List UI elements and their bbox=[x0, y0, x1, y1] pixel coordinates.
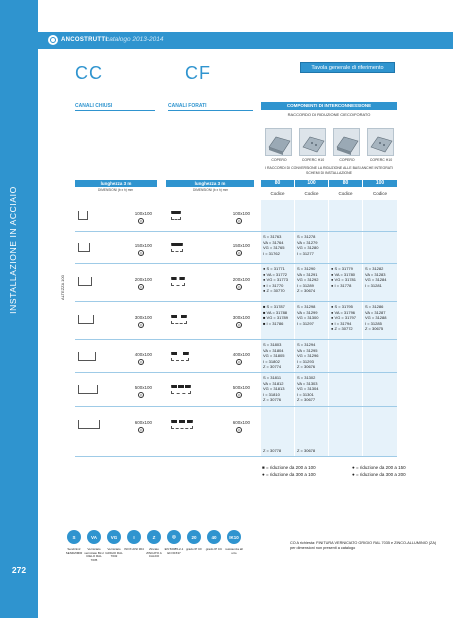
code-entry: S = 31298 bbox=[297, 304, 316, 309]
perforated-channel-profile bbox=[171, 420, 193, 429]
side-bar bbox=[0, 0, 38, 618]
closed-channels-header: CANALI CHIUSI bbox=[75, 103, 113, 109]
code-entry: Z = 30778 bbox=[263, 448, 282, 453]
code-entry: Z = 30674 bbox=[297, 288, 316, 294]
certification-icon: ◎ bbox=[237, 251, 241, 255]
code-entry: VG = 31813 bbox=[263, 386, 285, 392]
certification-icon: ◎ bbox=[237, 323, 241, 327]
table-cell bbox=[329, 340, 362, 372]
code-list bbox=[263, 304, 288, 326]
code-entry: ■ VA = 31788 bbox=[263, 309, 288, 315]
perforated-channel-profile bbox=[171, 211, 181, 220]
dimension-value: 400x100 bbox=[134, 351, 152, 357]
catalog-label: catalogo 2013-2014 bbox=[106, 36, 164, 43]
product-code-right: CF bbox=[185, 63, 211, 83]
dimension-value: 150x100 bbox=[134, 243, 152, 248]
finish-label: grado IP CF bbox=[185, 547, 203, 551]
code-entry: ● I = 31778 bbox=[331, 282, 352, 288]
divider bbox=[168, 110, 253, 111]
certification-icon: ◎ bbox=[139, 393, 143, 397]
dimension-value: 400x100 bbox=[232, 351, 250, 357]
table-cell bbox=[261, 200, 294, 231]
certification-icon: ◎ bbox=[237, 393, 241, 397]
finish-badge: VA bbox=[87, 530, 101, 544]
certification-icon: ◎ bbox=[139, 428, 143, 432]
finish-legend bbox=[67, 530, 241, 544]
code-entry: VA = 31804 bbox=[263, 347, 284, 353]
components-subtitle: RACCORDO DI RIDUZIONE CIECO/FORATO bbox=[287, 112, 371, 117]
code-entry: I = 31810 bbox=[263, 391, 280, 397]
code-entry: VA = 31291 bbox=[297, 271, 318, 277]
certification-icon: ◎ bbox=[237, 428, 241, 432]
certification-icon: ◎ bbox=[237, 359, 241, 364]
perforated-channel-profile bbox=[171, 277, 185, 286]
dimension-header-right: DIMENSIONI (b x h) mm bbox=[193, 188, 229, 192]
code-entry: I = 31289 bbox=[297, 282, 314, 288]
finish-label: INOX AISI 304 bbox=[124, 547, 144, 551]
certification-icon: ◎ bbox=[139, 251, 143, 255]
table-cell bbox=[329, 232, 362, 263]
finish-label: Verniciato verniciato BLU CIELO RAL 7035 bbox=[84, 547, 104, 562]
table-cell bbox=[329, 200, 362, 231]
code-entry: Z = 30678 bbox=[297, 448, 316, 453]
code-entry: ■ I = 31786 bbox=[263, 320, 284, 326]
code-entry: ● S = 31771 bbox=[263, 266, 285, 271]
code-entry: ● VG = 31773 bbox=[263, 277, 288, 283]
code-entry: VA = 31287 bbox=[365, 309, 386, 315]
section-title: INSTALLAZIONE IN ACCIAIO bbox=[8, 186, 18, 314]
code-entry: Z = 30676 bbox=[297, 364, 316, 370]
code-list bbox=[365, 266, 386, 288]
code-entry: Z = 30675 bbox=[365, 326, 384, 332]
code-entry: ● I = 31770 bbox=[263, 282, 284, 288]
certification-icon: ◎ bbox=[139, 323, 143, 327]
perforated-channel-profile bbox=[171, 315, 187, 324]
code-entry: ● S = 31779 bbox=[331, 266, 353, 271]
code-list bbox=[263, 342, 284, 370]
code-entry: ● VA = 31780 bbox=[331, 271, 356, 277]
finish-label: EN 50085-2-1 EN 61537 bbox=[164, 547, 184, 555]
reference-table-button[interactable]: Tavola generale di riferimento bbox=[300, 62, 395, 73]
brand-name: ANCOSTRUTTI bbox=[61, 37, 108, 43]
code-entry: S = 31811 bbox=[263, 375, 282, 380]
code-entry: S = 31294 bbox=[297, 342, 316, 347]
closed-channel-profile bbox=[78, 385, 98, 394]
table-cell bbox=[295, 200, 328, 231]
legend-item: ● = riduzione da 300 a 200 bbox=[352, 472, 406, 477]
reducer-thumbnail bbox=[333, 128, 360, 156]
code-entry: Z = 30774 bbox=[263, 364, 282, 370]
code-list bbox=[331, 304, 356, 332]
length-header-right: lunghezza 3 m bbox=[166, 180, 254, 187]
code-entry: Z = 30776 bbox=[263, 397, 282, 403]
code-list bbox=[297, 266, 318, 294]
code-list bbox=[263, 375, 284, 403]
certification-icon: ◎ bbox=[139, 219, 143, 223]
legend-item: ● = riduzione da 300 a 100 bbox=[262, 472, 316, 477]
code-entry: ● Z = 30770 bbox=[263, 288, 285, 294]
code-list bbox=[297, 234, 318, 256]
code-entry: S = 31286 bbox=[365, 304, 384, 309]
dimension-value: 300x100 bbox=[134, 315, 152, 320]
code-entry: I = 31277 bbox=[297, 250, 314, 256]
code-entry: S = 31278 bbox=[297, 234, 316, 239]
code-entry: ● VA = 31772 bbox=[263, 271, 288, 277]
code-label: Codice bbox=[270, 191, 285, 196]
code-entry: VA = 31295 bbox=[297, 347, 318, 353]
finish-badge: S bbox=[67, 530, 81, 544]
closed-channel-profile bbox=[78, 420, 100, 429]
row-divider bbox=[75, 456, 397, 457]
thumbnail-label: COPERC H10 bbox=[369, 158, 393, 162]
code-entry: S = 31302 bbox=[297, 375, 316, 380]
column-header: 100 bbox=[295, 180, 328, 187]
code-label: Codice bbox=[372, 191, 387, 196]
table-cell bbox=[329, 407, 362, 456]
code-entry: VG = 31296 bbox=[297, 353, 319, 359]
column-header: 80 bbox=[261, 180, 294, 187]
code-entry: I = 31301 bbox=[297, 391, 314, 397]
certification-icon: ◎ bbox=[237, 219, 241, 223]
finish-label: grado IP CC bbox=[205, 547, 223, 551]
brand-logo bbox=[48, 35, 107, 45]
code-list bbox=[297, 304, 318, 326]
closed-channel-profile bbox=[78, 277, 92, 286]
code-entry: VG = 31765 bbox=[263, 245, 285, 251]
legend-item: ■ = riduzione da 200 a 100 bbox=[262, 465, 316, 470]
code-entry: I = 31762 bbox=[263, 250, 280, 256]
code-entry: I = 31281 bbox=[365, 282, 382, 288]
code-list bbox=[331, 266, 356, 288]
table-cell bbox=[363, 340, 397, 372]
dimension-value: 150x100 bbox=[232, 243, 250, 248]
code-entry: I = 31802 bbox=[263, 358, 280, 364]
code-entry: S = 31282 bbox=[365, 266, 384, 271]
closed-channel-profile bbox=[78, 352, 96, 361]
table-cell bbox=[363, 407, 397, 456]
code-entry: ■ VG = 31789 bbox=[263, 315, 288, 321]
reducer-thumbnail bbox=[367, 128, 394, 156]
thumbnail-label: COPERO bbox=[271, 158, 287, 162]
code-entry: I = 31285 bbox=[365, 320, 382, 326]
code-list bbox=[365, 304, 386, 332]
code-entry: VG = 31288 bbox=[365, 315, 387, 321]
closed-channel-profile bbox=[78, 243, 90, 252]
code-entry: Z = 30677 bbox=[297, 397, 316, 403]
perforated-channel-profile bbox=[171, 352, 189, 361]
logo-icon bbox=[48, 35, 58, 45]
finish-label: resistenza all urto bbox=[225, 547, 243, 555]
perforated-channel-profile bbox=[171, 243, 183, 252]
dimension-value: 600x100 bbox=[232, 420, 250, 425]
code-entry: VA = 31303 bbox=[297, 380, 318, 386]
dimension-value: 300x100 bbox=[232, 315, 250, 320]
code-entry: S = 31290 bbox=[297, 266, 316, 271]
closed-channel-profile bbox=[78, 315, 94, 324]
finish-badge: 20 bbox=[187, 530, 201, 544]
dimension-value: 100x100 bbox=[134, 211, 152, 216]
reducer-thumbnail bbox=[299, 128, 326, 156]
code-entry: VG = 31805 bbox=[263, 353, 285, 359]
code-entry: VA = 31812 bbox=[263, 380, 284, 386]
code-entry: S = 31763 bbox=[263, 234, 282, 239]
product-code-left: CC bbox=[75, 63, 103, 83]
dimension-value: 500x100 bbox=[134, 385, 152, 390]
code-entry: ■ S = 31787 bbox=[263, 304, 285, 309]
dimension-value: 500x100 bbox=[232, 385, 250, 390]
finish-badge: VG bbox=[107, 530, 121, 544]
finish-badge: Z bbox=[147, 530, 161, 544]
code-entry: VG = 31300 bbox=[297, 315, 319, 321]
code-entry: I = 31293 bbox=[297, 358, 314, 364]
thumbnail-label: COPERO bbox=[339, 158, 355, 162]
length-header-left: lunghezza 3 m bbox=[75, 180, 157, 187]
finish-badge: I bbox=[127, 530, 141, 544]
components-note: I RACCORDI DI CONVERSIONE LA RIDUZIONE ALLE BASI ANCHE INTEGRATI SCHEMI DI INSTALLAZIONE bbox=[265, 166, 393, 175]
table-cell bbox=[329, 373, 362, 406]
code-entry: VG = 31284 bbox=[365, 277, 387, 283]
finish-badge: 40 bbox=[207, 530, 221, 544]
code-entry: VG = 31292 bbox=[297, 277, 319, 283]
finish-badge: IK10 bbox=[227, 530, 241, 544]
footnote: CO A richiesta: FINITURA VERNICIATO GRIGIO RAL 7035 e ZINCO-ALLUMINIO (ZA) per dimensioni non presenti a catalogo bbox=[290, 541, 437, 550]
thumbnail-label: COPERC H10 bbox=[301, 158, 325, 162]
code-entry: VG = 31280 bbox=[297, 245, 319, 251]
certification-icon: ◎ bbox=[139, 359, 143, 364]
code-entry: VA = 31279 bbox=[297, 239, 318, 245]
reducer-thumbnail bbox=[265, 128, 292, 156]
dimension-value: 200x100 bbox=[232, 277, 250, 282]
dimension-header-left: DIMENSIONI (b x h) mm bbox=[98, 188, 134, 192]
dimension-value: 100x100 bbox=[232, 211, 250, 216]
code-label: Codice bbox=[338, 191, 353, 196]
dimension-value: 200x100 bbox=[134, 277, 152, 282]
code-entry: ● VG = 31781 bbox=[331, 277, 356, 283]
column-header: 100 bbox=[363, 180, 397, 187]
code-entry: ● VA = 31796 bbox=[331, 309, 356, 315]
dimension-value: 600x100 bbox=[134, 420, 152, 425]
certification-icon: ◎ bbox=[167, 530, 181, 544]
legend-right bbox=[352, 464, 406, 478]
code-list bbox=[297, 448, 315, 454]
code-list bbox=[263, 448, 281, 454]
code-entry: ● VG = 31797 bbox=[331, 315, 356, 321]
table-cell bbox=[363, 232, 397, 263]
code-entry: I = 31297 bbox=[297, 320, 314, 326]
code-entry: ● S = 31795 bbox=[331, 304, 353, 309]
code-list bbox=[297, 342, 318, 370]
code-entry: VA = 31299 bbox=[297, 309, 318, 315]
code-entry: VA = 31283 bbox=[365, 271, 386, 277]
finish-label: Sendzimir SENDZIMIR bbox=[65, 547, 83, 555]
page-number: 272 bbox=[0, 559, 38, 581]
code-entry: ● Z = 30772 bbox=[331, 326, 353, 332]
column-header: 80 bbox=[329, 180, 362, 187]
legend-left bbox=[262, 464, 316, 478]
code-entry: VA = 31764 bbox=[263, 239, 284, 245]
code-label: Codice bbox=[304, 191, 319, 196]
height-label: ALTEZZA 100 bbox=[60, 275, 65, 300]
closed-channel-profile bbox=[78, 211, 88, 220]
code-entry: ● I = 31794 bbox=[331, 320, 352, 326]
code-list bbox=[297, 375, 318, 403]
code-entry: VG = 31304 bbox=[297, 386, 319, 392]
perforated-channels-header: CANALI FORATI bbox=[168, 103, 207, 109]
perforated-channel-profile bbox=[171, 385, 191, 394]
table-cell bbox=[363, 200, 397, 231]
legend-item: ● = riduzione da 200 a 150 bbox=[352, 465, 406, 470]
code-entry: S = 31803 bbox=[263, 342, 282, 347]
finish-label: Zincato ZINCATO A CALDO bbox=[146, 547, 162, 559]
certification-icon: ◎ bbox=[139, 285, 143, 289]
components-header: COMPONENTI DI INTERCONNESSIONE bbox=[261, 102, 397, 110]
certification-icon: ◎ bbox=[237, 285, 241, 289]
table-cell bbox=[363, 373, 397, 406]
finish-label: Verniciato GRIGIO RAL 7032 bbox=[105, 547, 123, 559]
code-list bbox=[263, 266, 288, 294]
divider bbox=[75, 110, 155, 111]
code-list bbox=[263, 234, 284, 256]
